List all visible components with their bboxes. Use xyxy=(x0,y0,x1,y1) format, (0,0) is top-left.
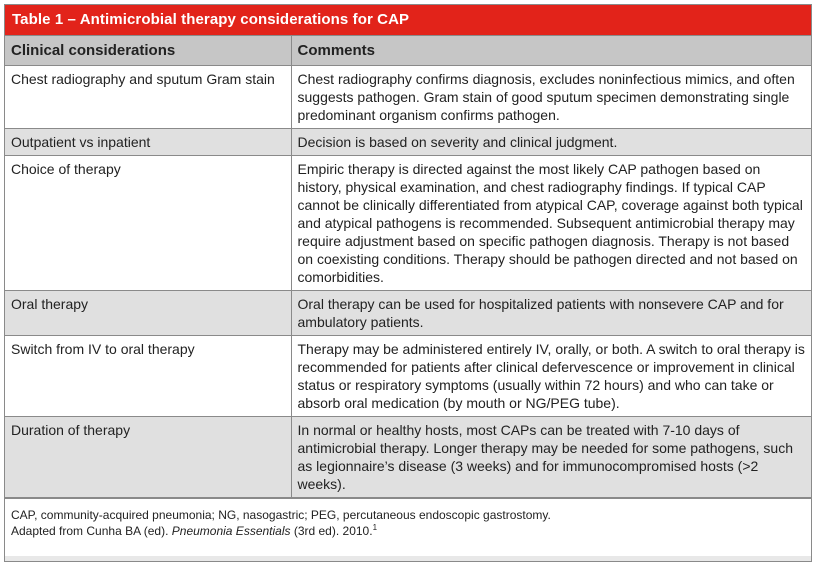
comment-cell: In normal or healthy hosts, most CAPs can be treated with 7-10 days of antimicrobial therapy. Longer therapy may be needed for some pathogens, such as legionnaire’s disease (3 weeks) and for immunocompromised hosts (>2 weeks). xyxy=(291,417,811,498)
consideration-cell: Oral therapy xyxy=(5,291,291,336)
table-title: Table 1 – Antimicrobial therapy considerations for CAP xyxy=(5,5,811,35)
table-container xyxy=(4,4,812,562)
source-note xyxy=(11,523,805,539)
comment-cell: Therapy may be administered entirely IV, orally, or both. A switch to oral therapy is recommended for patients after clinical defervescence or improvement in clinical status or respiratory symptoms (usually within 72 hours) and who can take or absorb oral medication (by mouth or NG/PEG tube). xyxy=(291,336,811,417)
source-title: Pneumonia Essentials xyxy=(171,524,291,538)
consideration-cell: Choice of therapy xyxy=(5,156,291,291)
comment-cell: Chest radiography confirms diagnosis, excludes noninfectious mimics, and often suggests pathogen. Gram stain of good sputum specimen demonstrating single predominant organism confirms pathogen. xyxy=(291,66,811,129)
source-suffix: (3rd ed). 2010. xyxy=(290,524,373,538)
table-row xyxy=(5,66,811,129)
comment-cell: Empiric therapy is directed against the most likely CAP pathogen based on history, physical examination, and chest radiography findings. If typical CAP cannot be clinically differentiated from atypical CAP, coverage against both typical and atypical pathogens is recommended. Subsequent antimicrobial therapy may require adjustment based on specific pathogen diagnosis. Therapy is not based on coexisting conditions. Therapy should be pathogen directed and not based on comorbidities. xyxy=(291,156,811,291)
consideration-cell: Switch from IV to oral therapy xyxy=(5,336,291,417)
reference-superscript: 1 xyxy=(372,523,378,532)
table-row xyxy=(5,417,811,498)
column-header-considerations: Clinical considerations xyxy=(5,36,291,66)
consideration-cell: Chest radiography and sputum Gram stain xyxy=(5,66,291,129)
table-footnote xyxy=(5,498,811,556)
column-header-comments: Comments xyxy=(291,36,811,66)
table-row xyxy=(5,129,811,156)
therapy-table xyxy=(5,35,811,498)
abbreviations-note: CAP, community-acquired pneumonia; NG, nasogastric; PEG, percutaneous endoscopic gastrostomy. xyxy=(11,508,551,522)
consideration-cell: Outpatient vs inpatient xyxy=(5,129,291,156)
consideration-cell: Duration of therapy xyxy=(5,417,291,498)
comment-cell: Decision is based on severity and clinical judgment. xyxy=(291,129,811,156)
table-row xyxy=(5,336,811,417)
source-prefix: Adapted from Cunha BA (ed). xyxy=(11,524,172,538)
table-row xyxy=(5,291,811,336)
comment-cell: Oral therapy can be used for hospitalized patients with nonsevere CAP and for ambulatory patients. xyxy=(291,291,811,336)
table-row xyxy=(5,156,811,291)
